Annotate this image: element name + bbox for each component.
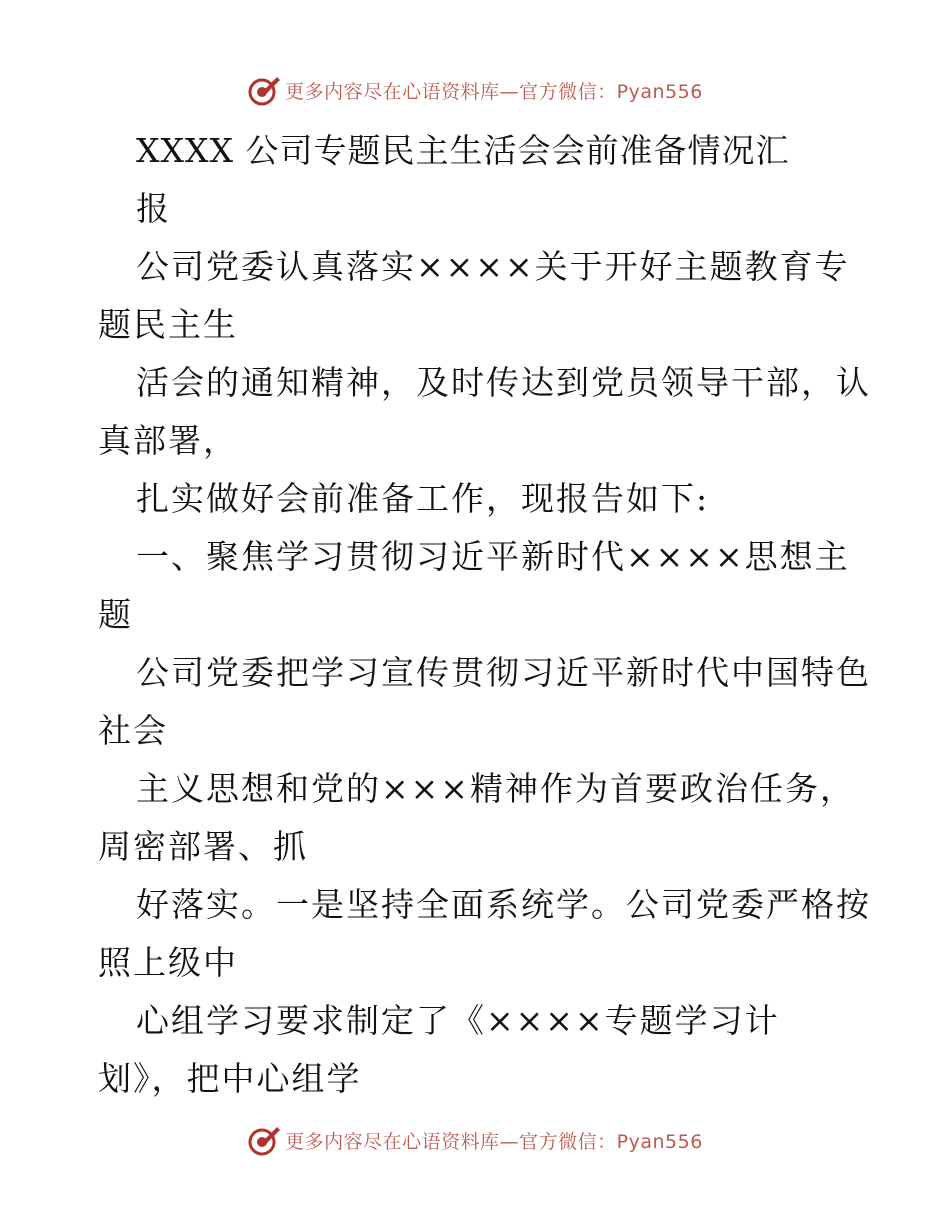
watermark-banner-top <box>0 70 950 110</box>
paragraph-line: 周密部署、抓 <box>98 827 308 866</box>
document-title: XXXX 公司专题民主生活会会前准备情况汇 <box>136 131 790 170</box>
paragraph-line: 主义思想和党的×××精神作为首要政治任务， <box>136 769 855 808</box>
document-body <box>98 122 871 1108</box>
section-heading-cont: 题 <box>98 595 133 634</box>
watermark-text: 更多内容尽在心语资料库—官方微信：Pyan556 <box>285 1130 703 1153</box>
watermark-banner-bottom <box>0 1120 950 1160</box>
paragraph-line: 心组学习要求制定了《××××专题学习计 <box>136 1001 780 1040</box>
paragraph-line: 扎实做好会前准备工作，现报告如下: <box>136 479 710 518</box>
seal-pen-icon <box>247 73 281 107</box>
paragraph-line: 好落实。一是坚持全面系统学。公司党委严格按 <box>136 885 871 924</box>
watermark-text: 更多内容尽在心语资料库—官方微信：Pyan556 <box>285 80 703 103</box>
document-title-cont: 报 <box>136 189 171 228</box>
paragraph-line: 活会的通知精神，及时传达到党员领导干部，认 <box>136 363 871 402</box>
paragraph-line: 真部署， <box>98 421 238 460</box>
paragraph-line: 社会 <box>98 711 168 750</box>
paragraph-line: 题民主生 <box>98 305 238 344</box>
paragraph-line: 划》，把中心组学 <box>98 1059 362 1098</box>
seal-pen-icon <box>247 1123 281 1157</box>
section-heading: 一、聚焦学习贯彻习近平新时代××××思想主 <box>136 537 850 576</box>
paragraph-line: 公司党委把学习宣传贯彻习近平新时代中国特色 <box>136 653 871 692</box>
paragraph-line: 公司党委认真落实××××关于开好主题教育专 <box>136 247 850 286</box>
paragraph-line: 照上级中 <box>98 943 238 982</box>
